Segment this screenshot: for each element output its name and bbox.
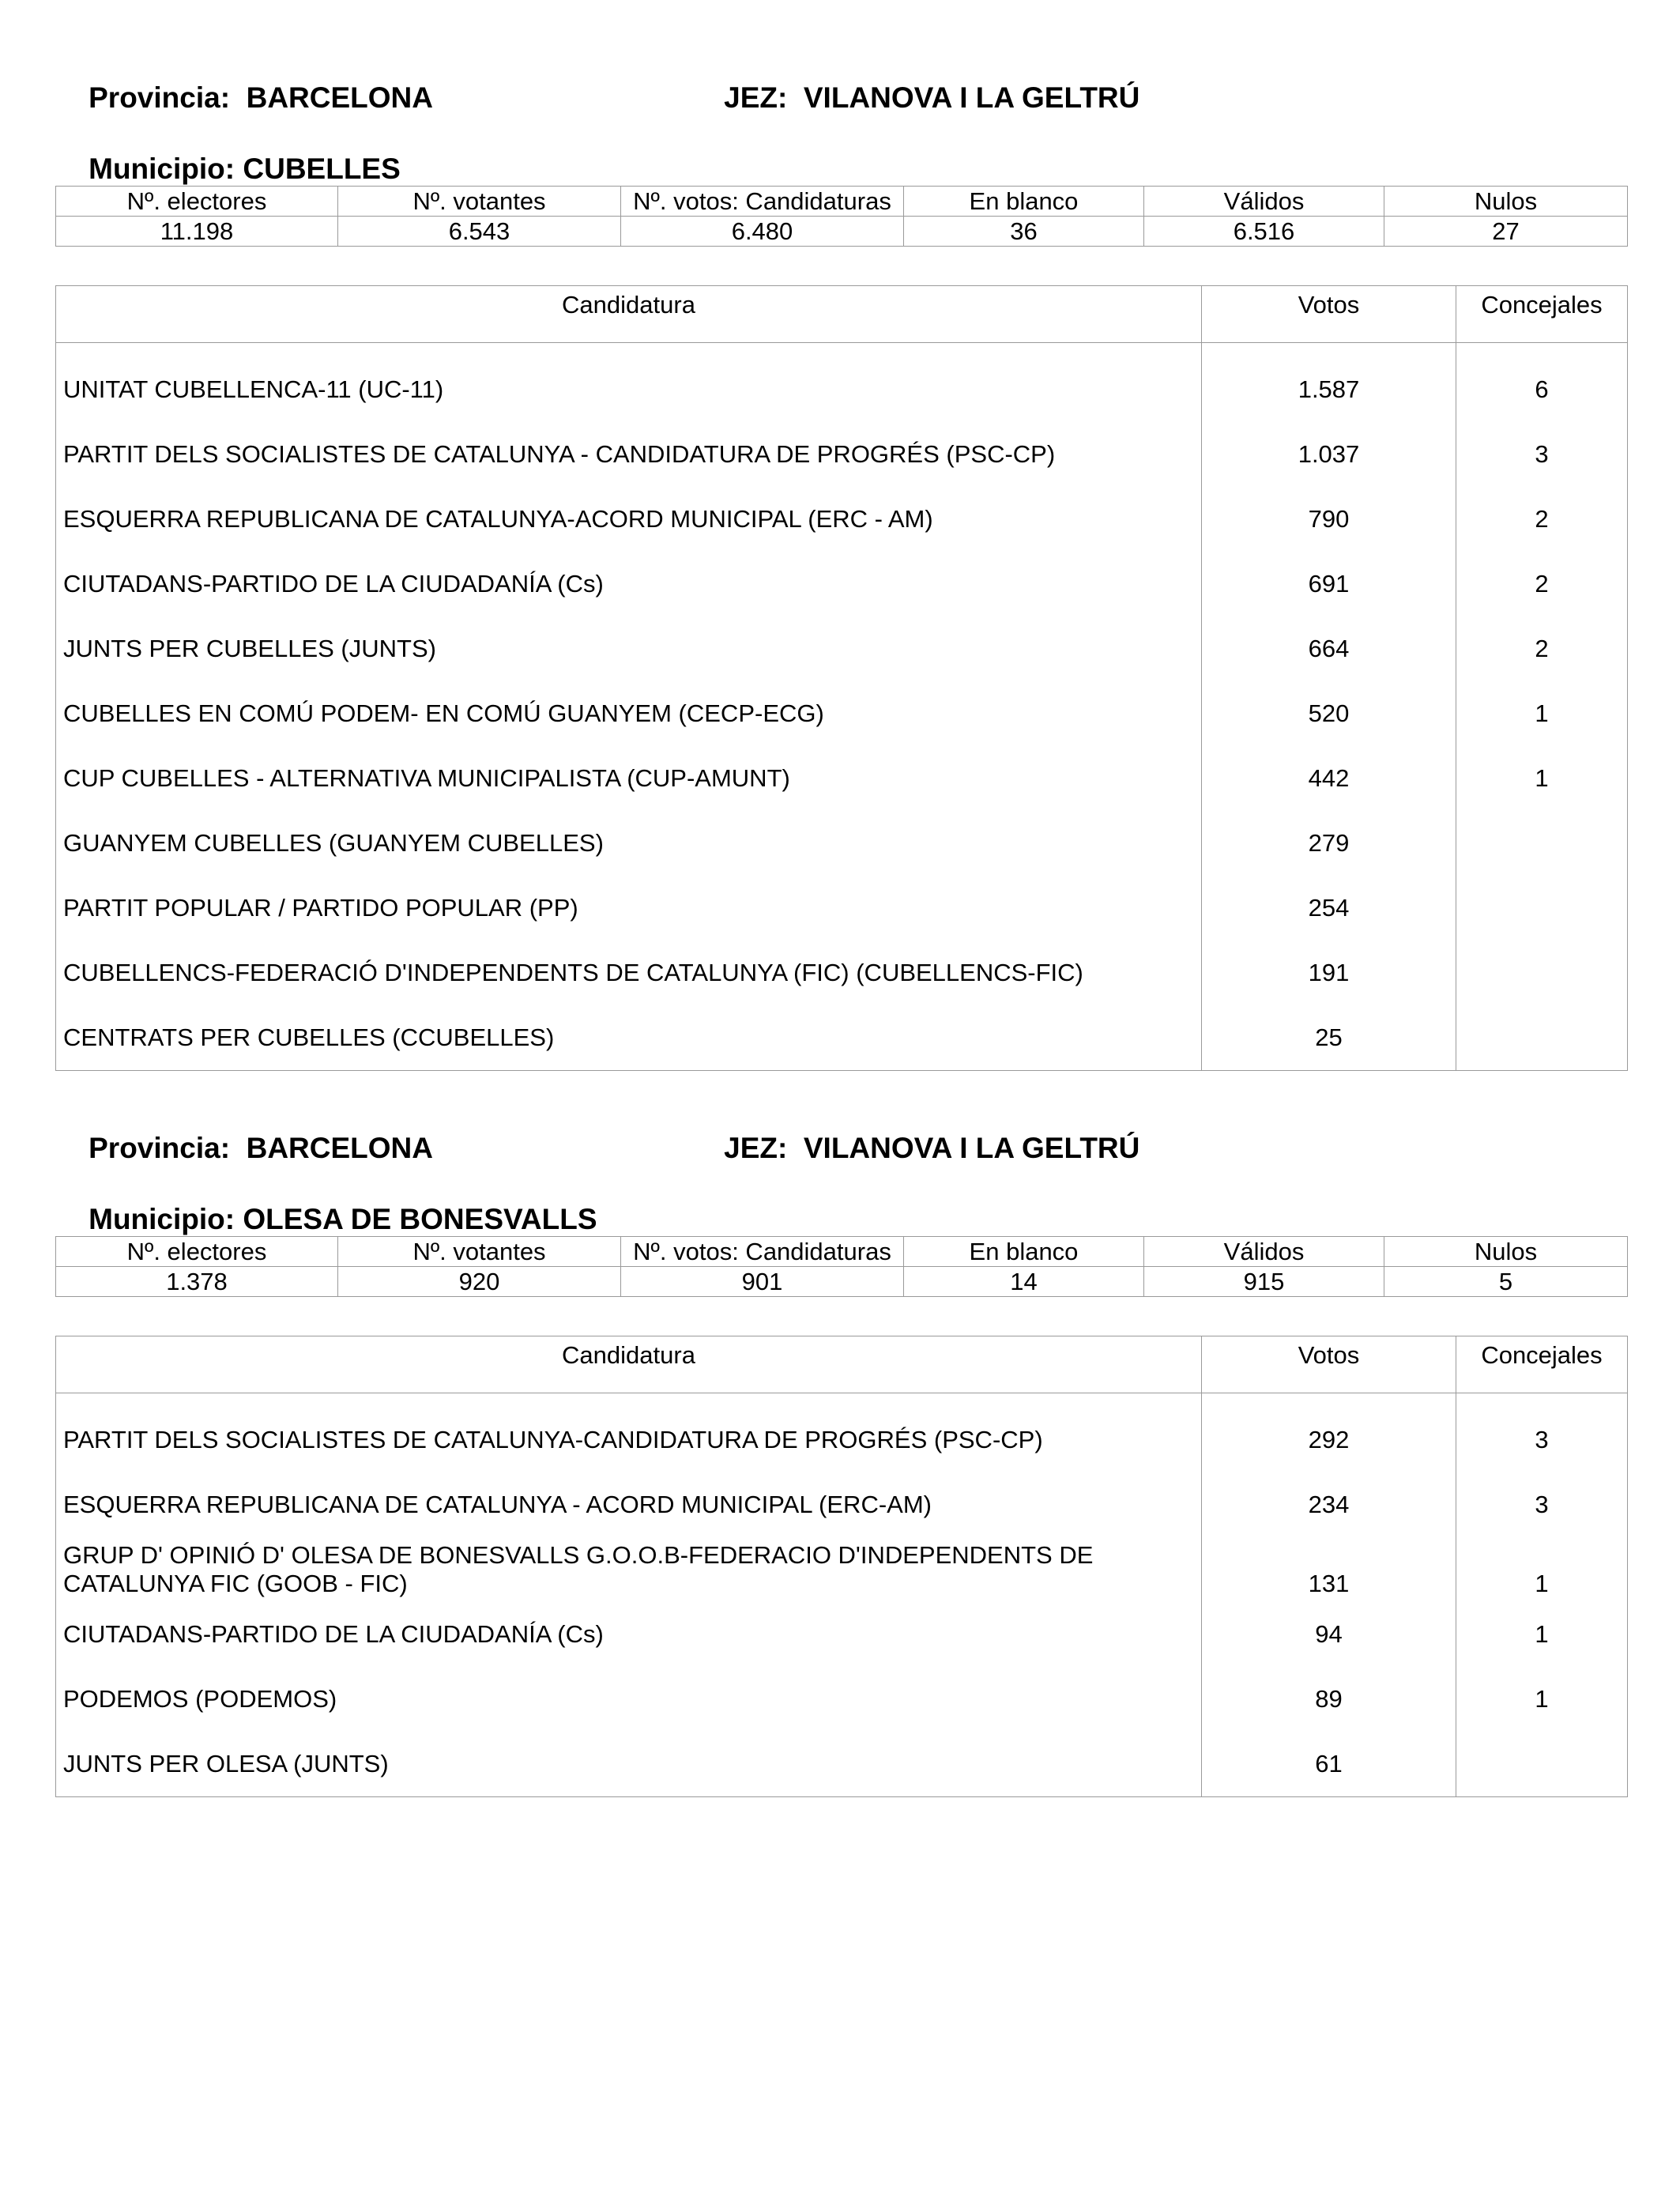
candidatura-cell: PARTIT DELS SOCIALISTES DE CATALUNYA-CANDIDATURA DE PROGRÉS (PSC-CP) [56, 1408, 1202, 1472]
candidatura-header: Candidatura [56, 1336, 1202, 1393]
en-blanco-header: En blanco [904, 187, 1144, 217]
summary-value-row [56, 217, 1628, 247]
municipio-label: Municipio: [89, 1203, 235, 1235]
nulos-value: 27 [1384, 217, 1628, 247]
votos-cell: 279 [1202, 811, 1456, 876]
votos-candidaturas-value: 901 [621, 1267, 904, 1297]
jez-heading [691, 54, 1139, 141]
votos-cell: 790 [1202, 487, 1456, 552]
concejales-cell: 6 [1456, 357, 1628, 422]
votos-header: Votos [1202, 1336, 1456, 1393]
table-row [56, 552, 1628, 616]
results-header-row [56, 286, 1628, 343]
summary-table [55, 1236, 1628, 1297]
concejales-cell: 2 [1456, 487, 1628, 552]
candidatura-cell: CIUTADANS-PARTIDO DE LA CIUDADANÍA (Cs) [56, 552, 1202, 616]
concejales-cell: 3 [1456, 422, 1628, 487]
table-row [56, 1667, 1628, 1732]
en-blanco-header: En blanco [904, 1237, 1144, 1267]
concejales-cell: 3 [1456, 1472, 1628, 1537]
candidatura-cell: PARTIT POPULAR / PARTIDO POPULAR (PP) [56, 876, 1202, 941]
nulos-header: Nulos [1384, 1237, 1628, 1267]
jez-heading [691, 1104, 1139, 1192]
candidatura-header: Candidatura [56, 286, 1202, 343]
votos-candidaturas-value: 6.480 [621, 217, 904, 247]
validos-header: Válidos [1144, 187, 1384, 217]
table-row [56, 681, 1628, 746]
nulos-value: 5 [1384, 1267, 1628, 1297]
votos-cell: 1.037 [1202, 422, 1456, 487]
candidatura-cell: GRUP D' OPINIÓ D' OLESA DE BONESVALLS G.O.O.B-FEDERACIO D'INDEPENDENTS DE CATALUNYA FIC (GOOB - FIC) [56, 1537, 1202, 1602]
votos-cell: 131 [1202, 1537, 1456, 1602]
provincia-value: BARCELONA [246, 1132, 433, 1164]
table-row [56, 422, 1628, 487]
summary-table [55, 186, 1628, 247]
candidatura-cell: CUP CUBELLES - ALTERNATIVA MUNICIPALISTA (CUP-AMUNT) [56, 746, 1202, 811]
votos-cell: 61 [1202, 1732, 1456, 1796]
candidatura-cell: UNITAT CUBELLENCA-11 (UC-11) [56, 357, 1202, 422]
table-row [56, 876, 1628, 941]
electores-value: 1.378 [56, 1267, 338, 1297]
votos-cell: 691 [1202, 552, 1456, 616]
summary-value-row [56, 1267, 1628, 1297]
votos-cell: 292 [1202, 1408, 1456, 1472]
votos-cell: 254 [1202, 876, 1456, 941]
candidatura-cell: ESQUERRA REPUBLICANA DE CATALUNYA - ACORD MUNICIPAL (ERC-AM) [56, 1472, 1202, 1537]
votantes-value: 920 [338, 1267, 621, 1297]
concejales-cell [1456, 876, 1628, 941]
votos-cell: 664 [1202, 616, 1456, 681]
concejales-cell [1456, 1005, 1628, 1070]
electores-header: Nº. electores [56, 187, 338, 217]
table-row [56, 1537, 1628, 1602]
municipio-value: OLESA DE BONESVALLS [243, 1203, 597, 1235]
table-row [56, 1005, 1628, 1070]
candidatura-cell: JUNTS PER CUBELLES (JUNTS) [56, 616, 1202, 681]
concejales-cell: 1 [1456, 746, 1628, 811]
summary-header-row [56, 187, 1628, 217]
concejales-cell [1456, 1732, 1628, 1796]
concejales-cell: 1 [1456, 1602, 1628, 1667]
candidatura-cell: CUBELLENCS-FEDERACIÓ D'INDEPENDENTS DE CATALUNYA (FIC) (CUBELLENCS-FIC) [56, 941, 1202, 1005]
provincia-label: Provincia: [89, 1132, 231, 1164]
table-spacer [56, 343, 1628, 358]
candidatura-cell: JUNTS PER OLESA (JUNTS) [56, 1732, 1202, 1796]
nulos-header: Nulos [1384, 187, 1628, 217]
votos-candidaturas-header: Nº. votos: Candidaturas [621, 187, 904, 217]
table-row [56, 746, 1628, 811]
concejales-cell [1456, 811, 1628, 876]
candidatura-cell: PODEMOS (PODEMOS) [56, 1667, 1202, 1732]
concejales-cell [1456, 941, 1628, 1005]
provincia-label: Provincia: [89, 81, 231, 114]
votos-cell: 25 [1202, 1005, 1456, 1070]
results-table [55, 1336, 1628, 1797]
votos-cell: 1.587 [1202, 357, 1456, 422]
candidatura-cell: CENTRATS PER CUBELLES (CCUBELLES) [56, 1005, 1202, 1070]
en-blanco-value: 14 [904, 1267, 1144, 1297]
votos-header: Votos [1202, 286, 1456, 343]
concejales-header: Concejales [1456, 286, 1628, 343]
candidatura-cell: PARTIT DELS SOCIALISTES DE CATALUNYA - CANDIDATURA DE PROGRÉS (PSC-CP) [56, 422, 1202, 487]
table-row [56, 811, 1628, 876]
provincia-value: BARCELONA [246, 81, 433, 114]
concejales-cell: 3 [1456, 1408, 1628, 1472]
votantes-header: Nº. votantes [338, 187, 621, 217]
table-row [56, 487, 1628, 552]
candidatura-cell: CIUTADANS-PARTIDO DE LA CIUDADANÍA (Cs) [56, 1602, 1202, 1667]
votos-cell: 234 [1202, 1472, 1456, 1537]
concejales-cell: 1 [1456, 1667, 1628, 1732]
validos-header: Válidos [1144, 1237, 1384, 1267]
votantes-header: Nº. votantes [338, 1237, 621, 1267]
results-header-row [56, 1336, 1628, 1393]
table-row [56, 1408, 1628, 1472]
jez-label: JEZ: [724, 1132, 788, 1164]
votos-cell: 191 [1202, 941, 1456, 1005]
electores-value: 11.198 [56, 217, 338, 247]
validos-value: 915 [1144, 1267, 1384, 1297]
electores-header: Nº. electores [56, 1237, 338, 1267]
en-blanco-value: 36 [904, 217, 1144, 247]
votos-candidaturas-header: Nº. votos: Candidaturas [621, 1237, 904, 1267]
concejales-header: Concejales [1456, 1336, 1628, 1393]
table-spacer [56, 1393, 1628, 1408]
table-row [56, 616, 1628, 681]
candidatura-cell: CUBELLES EN COMÚ PODEM- EN COMÚ GUANYEM (CECP-ECG) [56, 681, 1202, 746]
table-row [56, 1732, 1628, 1796]
concejales-cell: 1 [1456, 681, 1628, 746]
summary-header-row [56, 1237, 1628, 1267]
validos-value: 6.516 [1144, 217, 1384, 247]
votantes-value: 6.543 [338, 217, 621, 247]
table-row [56, 941, 1628, 1005]
municipio-label: Municipio: [89, 153, 235, 185]
table-row [56, 357, 1628, 422]
table-row [56, 1472, 1628, 1537]
concejales-cell: 2 [1456, 552, 1628, 616]
jez-value: VILANOVA I LA GELTRÚ [803, 1132, 1140, 1164]
concejales-cell: 2 [1456, 616, 1628, 681]
jez-value: VILANOVA I LA GELTRÚ [803, 81, 1140, 114]
jez-label: JEZ: [724, 81, 788, 114]
votos-cell: 520 [1202, 681, 1456, 746]
concejales-cell: 1 [1456, 1537, 1628, 1602]
results-table [55, 285, 1628, 1071]
candidatura-cell: GUANYEM CUBELLES (GUANYEM CUBELLES) [56, 811, 1202, 876]
votos-cell: 89 [1202, 1667, 1456, 1732]
votos-cell: 94 [1202, 1602, 1456, 1667]
candidatura-cell: ESQUERRA REPUBLICANA DE CATALUNYA-ACORD MUNICIPAL (ERC - AM) [56, 487, 1202, 552]
municipio-value: CUBELLES [243, 153, 401, 185]
table-row [56, 1602, 1628, 1667]
votos-cell: 442 [1202, 746, 1456, 811]
